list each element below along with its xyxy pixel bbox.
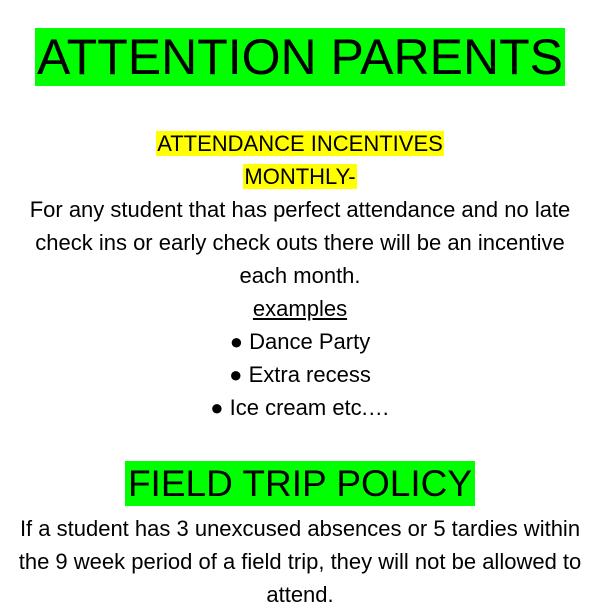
field-trip-title: FIELD TRIP POLICY	[125, 461, 475, 506]
incentives-heading-line1: ATTENDANCE INCENTIVES	[157, 131, 443, 156]
bullet-icon: ●	[210, 395, 224, 420]
page-title: ATTENTION PARENTS	[37, 29, 563, 85]
example-text: Extra recess	[248, 362, 371, 387]
example-item	[0, 358, 600, 391]
incentives-description: For any student that has perfect attendance and no late check ins or early check outs there will be an incentive each month.	[29, 197, 571, 288]
field-trip-section	[0, 512, 600, 611]
title-container	[0, 28, 600, 86]
examples-label: examples	[252, 296, 348, 321]
example-text: Dance Party	[249, 329, 371, 354]
example-item	[0, 325, 600, 358]
example-text: Ice cream etc.…	[229, 395, 390, 420]
bullet-icon: ●	[229, 329, 244, 354]
attendance-incentives-section	[0, 127, 600, 424]
field-trip-title-container	[0, 461, 600, 506]
bullet-icon: ●	[229, 362, 243, 387]
example-item	[0, 391, 600, 424]
incentives-heading-line2: MONTHLY-	[244, 164, 356, 189]
field-trip-description: If a student has 3 unexcused absences or 5 tardies within the 9 week period of a field trip, they will not be allowed to attend.	[18, 516, 582, 607]
